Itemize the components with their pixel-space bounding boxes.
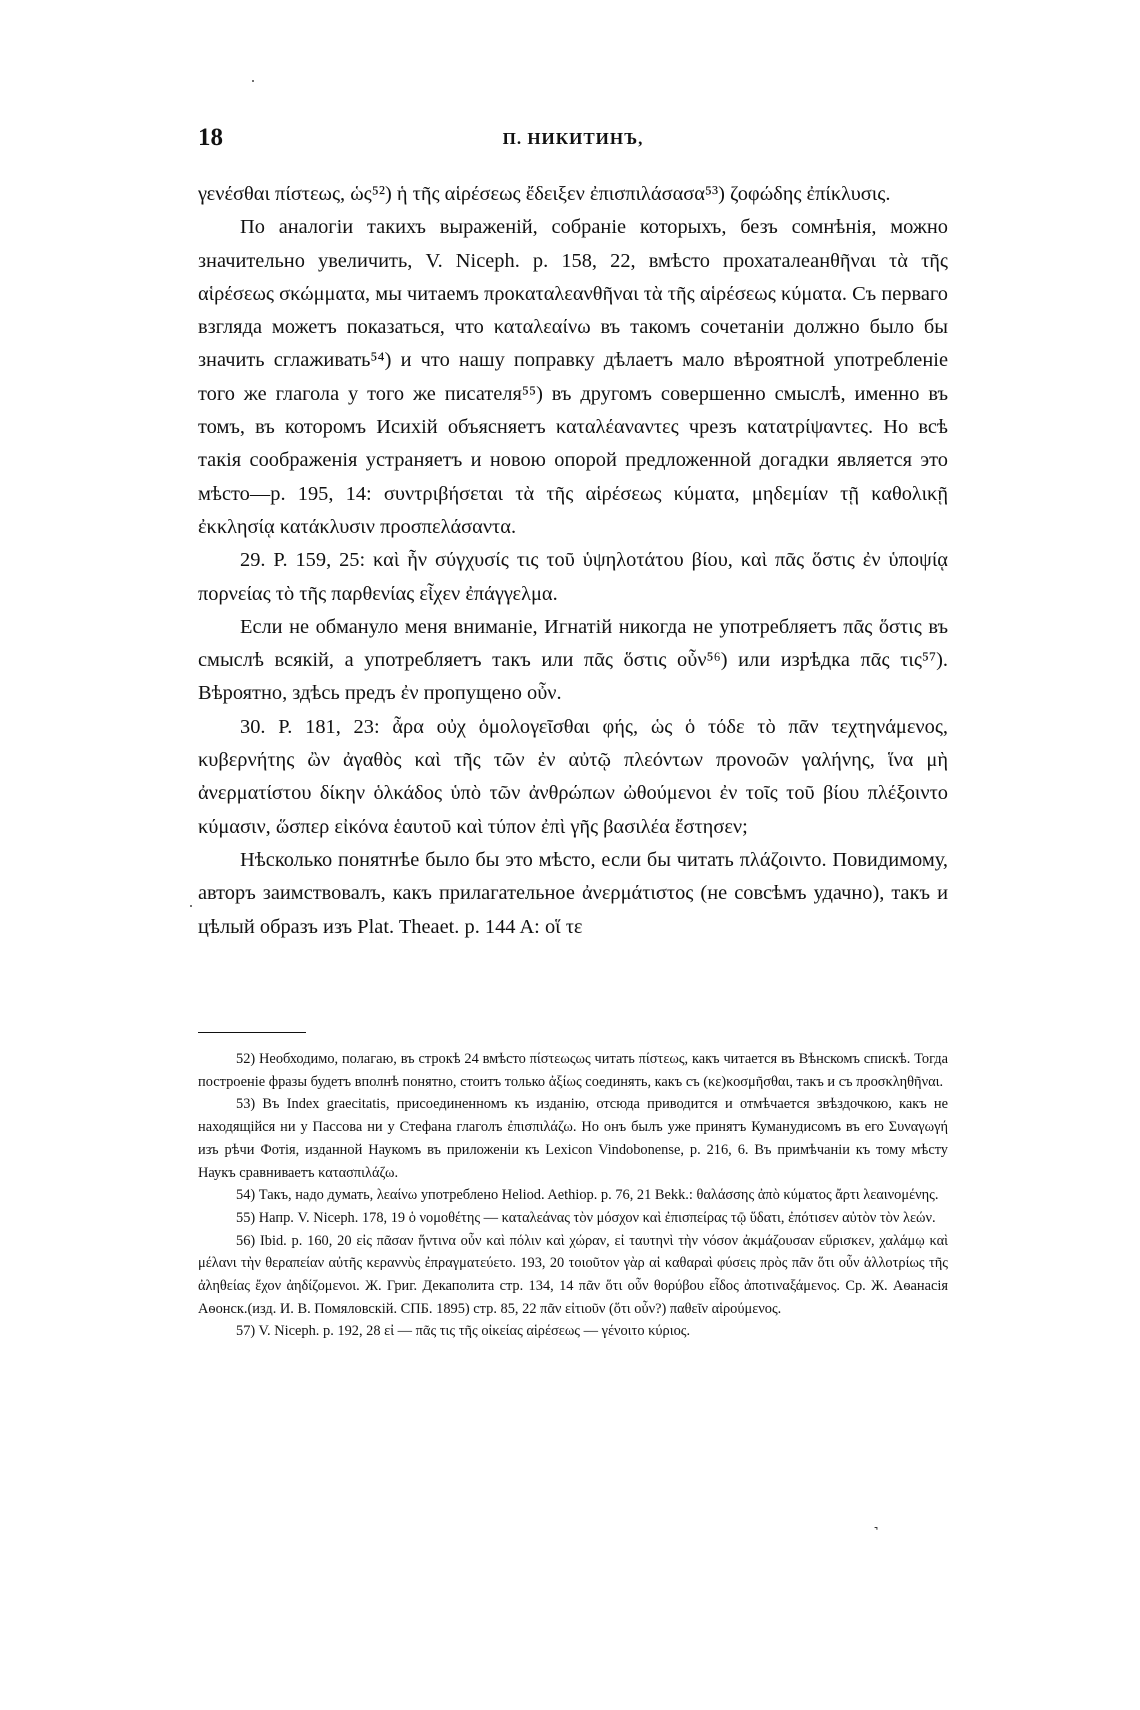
running-head: П. НИКИТИНЪ, xyxy=(502,129,644,148)
page-number: 18 xyxy=(198,124,223,151)
scan-speck xyxy=(190,905,192,907)
page-header xyxy=(198,124,948,164)
paragraph-item-30: 30. P. 181, 23: ἆρα οὐχ ὁμολογεῖσθαι φής, ὡς ὁ τόδε τὸ πᾶν τεχτηνάμενος, κυβερνήτης ὢν ἀγαθὸς καὶ τῆς τῶν ἐν αὐτῷ πλεόντων προνοῶν γαλήνης, ἵνα μὴ ἀνερματίστου δίκην ὁλκάδος ὑπὸ τῶν ἀνθρώπων ὠθούμενοι ἐν τοῖς τοῦ βίου πλέξοιντο κύμασιν, ὥσπερ εἰκόνα ἑαυτοῦ καὶ τύπον ἐπὶ γῆς βασιλέα ἔστησεν; xyxy=(198,715,948,838)
main-text xyxy=(198,178,948,944)
footnote-53: 53) Въ Index graecitatis, присоединенномъ къ изданію, отсюда приводится и отмѣчается звѣздочкою, какъ не находящійся ни у Пассова ни у Стефана глаголъ ἐπισπιλάζω. Но онъ былъ уже принятъ Куманудисомъ въ его Συναγωγή изъ рѣчи Фотія, изданной Наукомъ въ приложеніи къ Lexicon Vindobonense, p. 216, 6. Въ примѣчаніи къ тому мѣсту Наукъ сравниваетъ κατασπιλάζω. xyxy=(198,1096,948,1181)
footnotes xyxy=(198,1048,948,1343)
footnote-55: 55) Напр. V. Niceph. 178, 19 ὁ νομοθέτης — καταλεάνας τὸν μόσχον καὶ ἐπισπείρας τῷ ὕδατι, ἐπότισεν αὐτὸν τὸν λεών. xyxy=(236,1209,936,1226)
scan-mark: ˺ xyxy=(873,1523,879,1543)
footnote-54: 54) Такъ, надо думать, λεαίνω употреблено Heliod. Aethiop. p. 76, 21 Bekk.: θαλάσσης ἀπὸ κύματος ἄρτι λεαινομένης. xyxy=(236,1187,939,1204)
footnote-52: 52) Необходимо, полагаю, въ строкѣ 24 вмѣсто πίστεωςως читать πίστεως, какъ читается въ Вѣнскомъ спискѣ. Тогда построеніе фразы будетъ вполнѣ понятно, стоитъ только ἀξίως соединять, какъ съ (κε)κοσμῆσθαι, такъ и съ προσκληθῆναι. xyxy=(198,1051,948,1090)
footnote-56: 56) Ibid. p. 160, 20 εἰς πᾶσαν ἥντινα οὖν καὶ πόλιν καὶ χώραν, εἰ ταυτηνὶ τὴν νόσον ἀκμάζουσαν εὕρισκεν, χαλάμῳ καὶ μέλανι τὴν θεραπείαν αὐτῆς κεραννὺς ἐπραγματεύετο. 193, 20 τοιοῦτον γὰρ αἱ καθαραὶ φύσεις πρὸς πᾶν ὅτι οὖν ἀλλοτρίως τῆς ἀληθείας ἔχον ἀηδίζομενοι. Ж. Григ. Декаполита стр. 134, 14 πᾶν ὅτι οὖν θορύβου εἶδος ἀποτιναξάμενος. Ср. Ж. Аѳанасія Аѳонск.(изд. И. В. Помяловскій. СПБ. 1895) стр. 85, 22 πᾶν εἰτιοῦν (ὅτι οὖν?) παθεῖν αἱρούμενος. xyxy=(198,1232,948,1317)
paragraph-item-29: 29. P. 159, 25: καὶ ἦν σύγχυσίς τις τοῦ ὑψηλοτάτου βίου, καὶ πᾶς ὅστις ἐν ὑποψίᾳ πορνείας τὸ τῆς παρθενίας εἶχεν ἐπάγγελμα. xyxy=(198,549,948,605)
paragraph-item-29-comment: Если не обмануло меня вниманіе, Игнатій никогда не употребляетъ πᾶς ὅστις въ смыслѣ всякій, а употребляетъ такъ или πᾶς ὅστις οὖν⁵⁶) или изрѣдка πᾶς τις⁵⁷). Вѣроятно, здѣсь предъ ἐν пропущено οὖν. xyxy=(198,615,948,705)
footnote-57: 57) V. Niceph. p. 192, 28 εἰ — πᾶς τις τῆς οἰκείας αἱρέσεως — γένοιτο κύριος. xyxy=(236,1323,691,1340)
footnote-separator xyxy=(198,1032,306,1033)
paragraph-item-30-comment: Нѣсколько понятнѣе было бы это мѣсто, если бы читать πλάζοιντο. Повидимому, авторъ заимствовалъ, какъ прилагательное ἀνερμάτιστος (не совсѣмъ удачно), такъ и цѣлый образъ изъ Plat. Theaet. p. 144 A: οἵ τε xyxy=(198,848,948,938)
scan-speck xyxy=(252,80,254,82)
paragraph-analogy: По аналогіи такихъ выраженій, собраніе которыхъ, безъ сомнѣнія, можно значительно увеличить, V. Niceph. p. 158, 22, вмѣсто прохаталеанθῆναι τὰ τῆς αἱρέσεως σκώμματα, мы читаемъ προκαταλεανθῆναι τὰ τῆς αἱρέσεως κύματα. Съ перваго взгляда можетъ показаться, что καταλεαίνω въ такомъ сочетаніи должно было бы значить сглаживать⁵⁴) и что нашу поправку дѣлаетъ мало вѣроятной употребленіе того же глагола у того же писателя⁵⁵) въ другомъ совершенно смыслѣ, именно въ томъ, въ которомъ Исихій объясняетъ καταλέαναντες чрезъ κατατρίψαντες. Но всѣ такія соображенія устраняетъ и новою опорой предложенной догадки является это мѣсто—p. 195, 14: συντριβήσεται τὰ τῆς αἱρέσεως κύματα, μηδεμίαν τῇ καθολικῇ ἐκκλησίᾳ κατάκλυσιν προσπελάσαντα. xyxy=(198,216,948,538)
paragraph-continuation: γενέσθαι πίστεως, ὡς⁵²) ἡ τῆς αἱρέσεως ἔδειξεν ἐπισπιλάσασα⁵³) ζοφώδης ἐπίκλυσις. xyxy=(198,183,891,205)
